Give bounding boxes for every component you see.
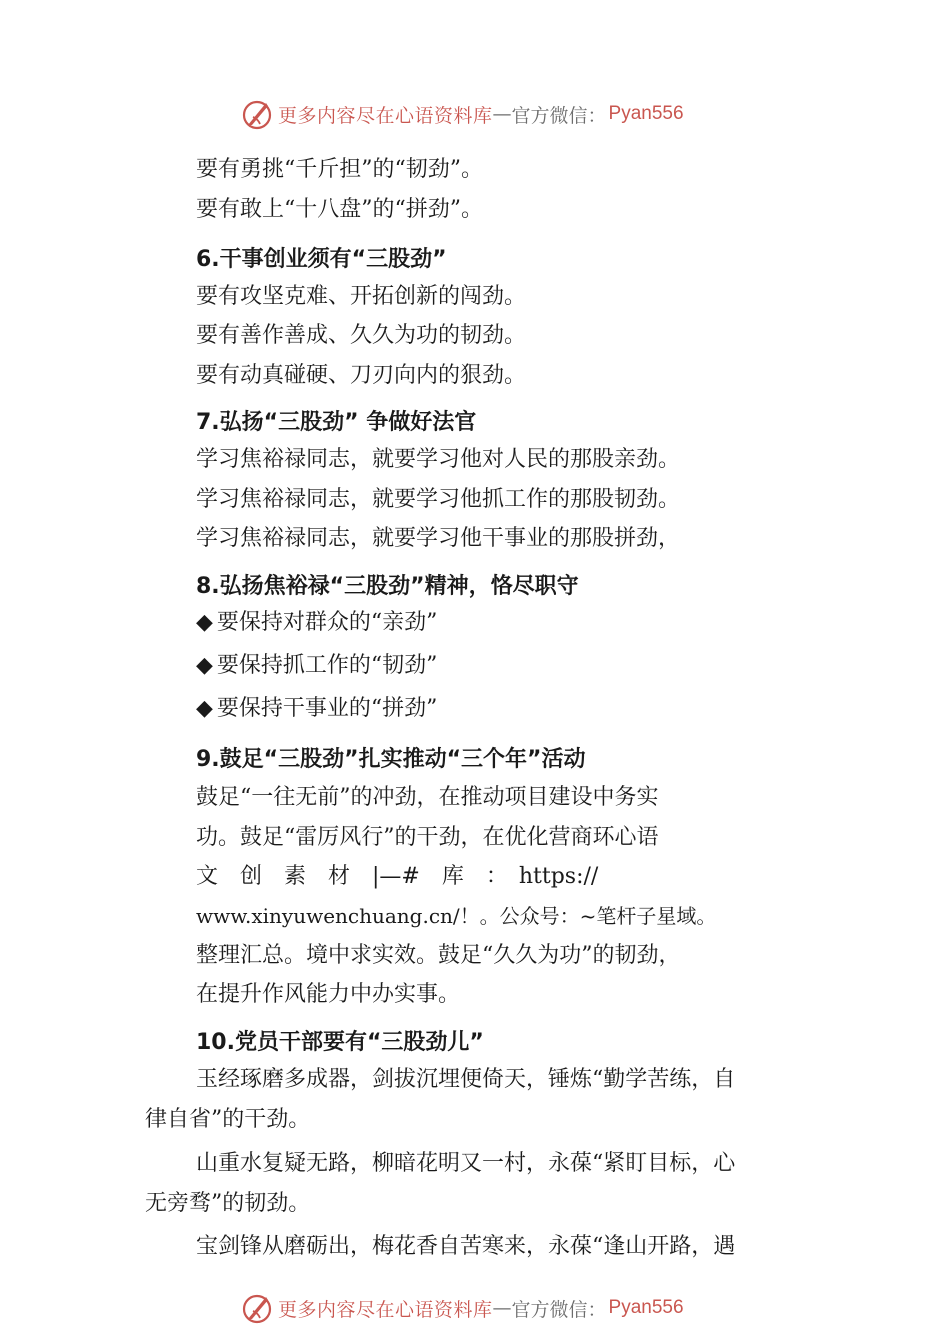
bullet-item	[196, 694, 437, 724]
header-red-text: 更多内容尽在心语资料库	[278, 104, 493, 127]
section-line: 在提升作风能力中办实事。	[196, 982, 461, 1007]
diamond-bullet-icon: ◆	[196, 696, 213, 721]
header-wechat-id: Pyan556	[608, 103, 684, 124]
section-line: 整理汇总。境中求实效。鼓足“久久为功”的韧劲，	[196, 943, 681, 968]
section-line: 要有善作善成、久久为功的韧劲。	[196, 323, 527, 348]
footer-wechat-id: Pyan556	[608, 1297, 684, 1318]
bullet-text: 要保持对群众的“亲劲”	[216, 610, 438, 635]
section-heading: 9.鼓足“三股劲”扎实推动“三个年”活动	[196, 747, 586, 772]
bullet-text: 要保持干事业的“拼劲”	[216, 696, 438, 721]
section-line: 学习焦裕禄同志，就要学习他干事业的那股拼劲，	[196, 526, 681, 551]
section-line: 律自省”的干劲。	[145, 1107, 311, 1132]
diamond-bullet-icon: ◆	[196, 610, 213, 635]
quill-logo-icon	[240, 97, 274, 131]
section-line: 要有动真碰硬、刀刃向内的狠劲。	[196, 363, 527, 388]
section-line: 鼓足“一往无前”的冲劲，在推动项目建设中务实	[196, 785, 659, 810]
header-banner	[240, 96, 684, 132]
section-line: 学习焦裕禄同志，就要学习他对人民的那股亲劲。	[196, 447, 681, 472]
section-heading: 10.党员干部要有“三股劲儿”	[196, 1030, 484, 1055]
section-line: www.xinyuwenchuang.cn/！。公众号：~笔杆子星域。	[196, 904, 717, 928]
section-line: 玉经琢磨多成器，剑拔沉埋便倚天，锤炼“勤学苦练，自	[196, 1067, 736, 1092]
section-line: 功。鼓足“雷厉风行”的干劲，在优化营商环心语	[196, 825, 659, 850]
footer-red-text: 更多内容尽在心语资料库	[278, 1298, 493, 1321]
bullet-item	[196, 608, 437, 638]
intro-line: 要有勇挑“千斤担”的“韧劲”。	[196, 157, 483, 182]
bullet-text: 要保持抓工作的“韧劲”	[216, 653, 438, 678]
section-line: 山重水复疑无路，柳暗花明又一村，永葆“紧盯目标，心	[196, 1151, 736, 1176]
section-line: 无旁骛”的韧劲。	[145, 1191, 311, 1216]
section-heading: 6.干事创业须有“三股劲”	[196, 247, 447, 272]
section-line: 文 创 素 材 |—# 库 ： https://	[196, 864, 599, 889]
header-dash: —	[492, 103, 512, 125]
header-gray-text: 官方微信：	[511, 104, 607, 127]
footer-gray-text: 官方微信：	[511, 1298, 607, 1321]
section-line: 学习焦裕禄同志，就要学习他抓工作的那股韧劲。	[196, 487, 681, 512]
section-heading: 8.弘扬焦裕禄“三股劲”精神，恪尽职守	[196, 574, 579, 599]
intro-line: 要有敢上“十八盘”的“拼劲”。	[196, 197, 483, 222]
footer-dash: —	[492, 1297, 512, 1319]
diamond-bullet-icon: ◆	[196, 653, 213, 678]
footer-banner	[240, 1290, 684, 1326]
section-line: 要有攻坚克难、开拓创新的闯劲。	[196, 284, 527, 309]
bullet-item	[196, 651, 437, 681]
quill-logo-icon	[240, 1291, 274, 1325]
section-heading: 7.弘扬“三股劲” 争做好法官	[196, 410, 477, 435]
section-line: 宝剑锋从磨砺出，梅花香自苦寒来，永葆“逢山开路，遇	[196, 1234, 736, 1259]
